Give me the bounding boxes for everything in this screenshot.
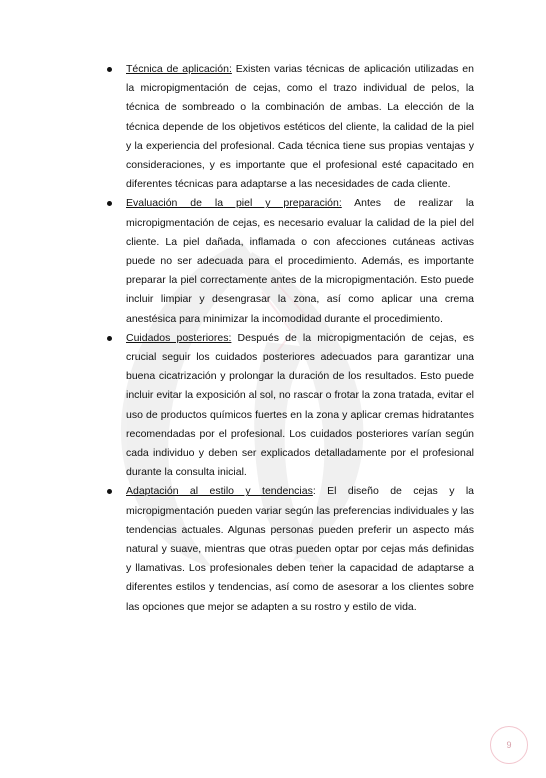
list-item — [104, 329, 474, 483]
bullet-list — [104, 60, 474, 617]
bullet-term: Evaluación de la piel y preparación: — [126, 197, 342, 210]
list-item — [104, 60, 474, 194]
list-item — [104, 482, 474, 616]
bullet-term: Cuidados posteriores: — [126, 331, 232, 344]
list-item — [104, 194, 474, 328]
page-number: 9 — [506, 740, 512, 750]
bullet-term: Técnica de aplicación: — [126, 63, 232, 75]
bullet-text: Existen varias técnicas de aplicación utilizadas en la micropigmentación de cejas, como el trazo individual de pelos, la técnica de sombreado o la combinación de ambas. La elección de la técnica depende de los objetivos estéticos del cliente, la calidad de la piel y la experiencia del profesional. Cada técnica tiene sus propias ventajas y consideraciones, y es importante que el profesional esté capacitado en diferentes técnicas para adaptarse a las necesidades de cada cliente. — [126, 63, 474, 191]
bullet-text: Antes de realizar la micropigmentación de cejas, es necesario evaluar la calidad de la piel del cliente. La piel dañada, inflamada o con afecciones cutáneas activas puede no ser adecuada para el procedimiento. Además, es importante preparar la piel correctamente antes de la micropigmentación. Esto puede incluir limpiar y desengrasar la zona, así como aplicar una crema anestésica para minimizar la incomodidad durante el procedimiento. — [126, 197, 474, 325]
bullet-text: Después de la micropigmentación de cejas, es crucial seguir los cuidados posteriores adecuados para garantizar una buena cicatrización y prolongar la duración de los resultados. Esto puede incluir evitar la exposición al sol, no rascar o frotar la zona tratada, evitar el uso de productos químicos fuertes en la zona y aplicar cremas hidratantes recomendadas por el profesional. Los cuidados posteriores varían según cada individuo y deben ser explicados detalladamente por el profesional durante la consulta inicial. — [126, 331, 474, 479]
bullet-text: : El diseño de cejas y la micropigmentación pueden variar según las preferencias individuales y las tendencias actuales. Algunas personas pueden preferir un aspecto más natural y suave, mientras que otras pueden optar por cejas más definidas y llamativas. Los profesionales deben tener la capacidad de adaptarse a diferentes estilos y tendencias, así como de asesorar a los clientes sobre las opciones que mejor se adapten a su rostro y estilo de vida. — [126, 485, 475, 613]
document-body — [104, 60, 474, 617]
bullet-term: Adaptación al estilo y tendencias — [126, 485, 313, 498]
page-number-badge — [490, 726, 528, 764]
